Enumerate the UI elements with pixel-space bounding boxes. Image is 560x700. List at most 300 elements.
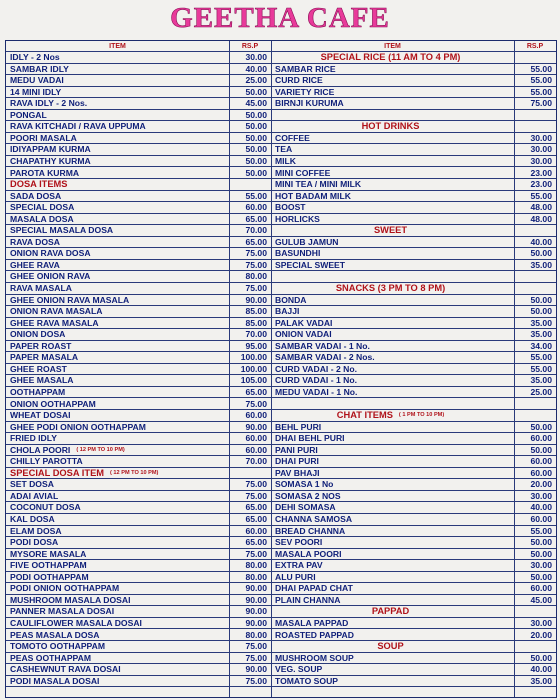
menu-item-row bbox=[6, 572, 271, 584]
item-text: DHAI BEHL PURI bbox=[275, 433, 345, 444]
item-name bbox=[275, 237, 339, 248]
menu-item-row bbox=[271, 329, 556, 341]
item-name bbox=[275, 491, 341, 502]
section-title bbox=[271, 283, 510, 294]
item-text: PODI OOTHAPPAM bbox=[10, 571, 89, 582]
item-name bbox=[10, 202, 74, 213]
item-text: MASALA PAPPAD bbox=[275, 617, 349, 628]
item-price: 50.00 bbox=[245, 86, 267, 97]
item-text: SAMBAR IDLY bbox=[10, 63, 69, 74]
item-text: CURD VADAI - 2 No. bbox=[275, 363, 357, 374]
item-text: RAVA MASALA bbox=[10, 283, 72, 293]
item-name bbox=[275, 248, 320, 259]
item-name bbox=[275, 214, 320, 225]
item-text: CURD VADAI - 1 No. bbox=[275, 375, 357, 386]
item-text: PALAK VADAI bbox=[275, 317, 333, 328]
item-text: CHAPATHY KURMA bbox=[10, 155, 91, 166]
item-text: POORI MASALA bbox=[10, 132, 77, 143]
item-price: 34.00 bbox=[530, 340, 552, 351]
item-name bbox=[275, 202, 306, 213]
item-price: 60.00 bbox=[530, 456, 552, 467]
item-price: 50.00 bbox=[530, 548, 552, 559]
item-name bbox=[10, 121, 146, 132]
section-title bbox=[271, 641, 510, 652]
item-name bbox=[10, 98, 87, 109]
item-name bbox=[10, 133, 77, 144]
menu-item-row bbox=[6, 433, 271, 445]
item-price: 90.00 bbox=[245, 606, 267, 617]
menu-item-row bbox=[271, 156, 556, 168]
section-title bbox=[271, 410, 510, 421]
item-text: MUSHROOM MASALA DOSAI bbox=[10, 594, 131, 605]
item-text: ADAI AVIAL bbox=[10, 490, 59, 501]
item-name bbox=[275, 329, 332, 340]
item-name bbox=[275, 549, 342, 560]
menu-item-row bbox=[6, 248, 271, 260]
item-price: 50.00 bbox=[530, 537, 552, 548]
item-name bbox=[10, 653, 91, 664]
item-name bbox=[10, 491, 58, 502]
item-name bbox=[275, 422, 321, 433]
item-name bbox=[10, 595, 130, 606]
item-price: 23.00 bbox=[530, 179, 552, 190]
item-price: 70.00 bbox=[245, 329, 267, 340]
item-price: 105.00 bbox=[240, 375, 267, 386]
menu-item-row bbox=[271, 306, 556, 318]
item-text: MUSHROOM SOUP bbox=[275, 652, 354, 663]
item-name bbox=[10, 283, 72, 294]
menu-item-row bbox=[271, 491, 556, 503]
item-name bbox=[275, 583, 353, 594]
item-price: 40.00 bbox=[245, 63, 267, 74]
item-text: MASALA DOSA bbox=[10, 213, 74, 224]
section-heading bbox=[271, 283, 556, 295]
item-text: MINI TEA / MINI MILK bbox=[275, 179, 362, 190]
menu-item-row bbox=[271, 179, 556, 191]
menu-item-row bbox=[6, 98, 271, 110]
item-price: 60.00 bbox=[245, 444, 267, 455]
item-text: 14 MINI IDLY bbox=[10, 86, 62, 97]
menu-item-row bbox=[271, 676, 556, 688]
item-text: SPECIAL MASALA DOSA bbox=[10, 225, 114, 236]
item-name bbox=[10, 329, 65, 340]
item-name bbox=[10, 75, 64, 86]
item-price: 50.00 bbox=[530, 444, 552, 455]
section-title bbox=[271, 225, 510, 236]
item-price: 55.00 bbox=[530, 352, 552, 363]
item-text: MASALA POORI bbox=[275, 548, 342, 559]
item-name bbox=[10, 572, 89, 583]
menu-item-row bbox=[271, 526, 556, 538]
item-name bbox=[10, 375, 74, 386]
item-text: SPECIAL SWEET bbox=[275, 259, 346, 270]
item-text: SOMASA 1 No bbox=[275, 479, 334, 490]
item-price: 85.00 bbox=[245, 317, 267, 328]
item-text: CHANNA SAMOSA bbox=[275, 514, 353, 524]
item-name bbox=[10, 225, 113, 236]
menu-item-row bbox=[6, 364, 271, 376]
item-text: ONION RAVA DOSA bbox=[10, 248, 91, 259]
menu-item-row bbox=[6, 491, 271, 503]
item-price: 65.00 bbox=[245, 386, 267, 397]
item-price: 35.00 bbox=[530, 375, 552, 386]
item-price: 35.00 bbox=[530, 259, 552, 270]
menu-item-row bbox=[271, 653, 556, 665]
item-text: TOMOTO OOTHAPPAM bbox=[10, 641, 106, 652]
item-price: 30.00 bbox=[530, 560, 552, 571]
menu-item-row bbox=[6, 75, 271, 87]
item-text: SEV POORI bbox=[275, 537, 323, 548]
item-text: GHEE RAVA bbox=[10, 259, 60, 270]
item-text: SPECIAL DOSA ITEM bbox=[10, 467, 105, 478]
item-price: 30.00 bbox=[530, 132, 552, 143]
item-text: CURD RICE bbox=[275, 75, 323, 86]
item-price: 55.00 bbox=[530, 363, 552, 374]
item-text: KAL DOSA bbox=[10, 514, 55, 524]
item-name bbox=[275, 676, 338, 687]
item-name bbox=[10, 144, 91, 155]
menu-item-row bbox=[6, 422, 271, 434]
menu-item-row bbox=[6, 676, 271, 688]
item-text: HOT DRINKS bbox=[361, 121, 420, 132]
menu-item-row bbox=[6, 664, 271, 676]
item-name bbox=[275, 433, 345, 444]
item-text: PODI MASALA DOSAI bbox=[10, 675, 100, 686]
item-name bbox=[10, 583, 119, 594]
item-name bbox=[10, 560, 87, 571]
item-price: 40.00 bbox=[530, 236, 552, 247]
item-name bbox=[275, 191, 351, 202]
item-name bbox=[275, 179, 361, 190]
item-text: SPECIAL DOSA bbox=[10, 202, 75, 213]
item-price: 75.00 bbox=[245, 548, 267, 559]
section-title bbox=[10, 179, 68, 190]
item-name bbox=[10, 676, 99, 687]
item-name bbox=[10, 237, 60, 248]
item-text: MEDU VADAI bbox=[10, 75, 64, 86]
item-price: 40.00 bbox=[530, 664, 552, 675]
menu-item-row bbox=[271, 479, 556, 491]
item-text: DOSA ITEMS bbox=[10, 179, 68, 190]
menu-item-row bbox=[6, 549, 271, 561]
item-price: 45.00 bbox=[245, 98, 267, 109]
item-text: SOUP bbox=[377, 641, 404, 652]
item-text: PONGAL bbox=[10, 109, 47, 120]
right-price-header: RS.P bbox=[514, 41, 556, 52]
menu-item-row bbox=[6, 537, 271, 549]
item-text: HORLICKS bbox=[275, 213, 320, 224]
item-text: COFFEE bbox=[275, 132, 310, 143]
item-text: IDLY - 2 Nos bbox=[10, 52, 60, 62]
item-name bbox=[10, 364, 67, 375]
item-text: BASUNDHI bbox=[275, 248, 321, 259]
item-price: 50.00 bbox=[530, 421, 552, 432]
item-text: ONION OOTHAPPAM bbox=[10, 398, 96, 409]
item-text: EXTRA PAV bbox=[275, 560, 323, 571]
item-price: 80.00 bbox=[245, 560, 267, 571]
menu-item-row bbox=[271, 248, 556, 260]
menu-item-row bbox=[6, 156, 271, 168]
menu-item-row bbox=[271, 260, 556, 272]
menu-item-row bbox=[6, 630, 271, 642]
menu-item-row bbox=[6, 641, 271, 653]
item-name bbox=[275, 502, 336, 513]
menu-item-row bbox=[271, 271, 556, 283]
item-name bbox=[10, 341, 71, 352]
section-heading bbox=[271, 641, 556, 653]
item-name bbox=[275, 144, 292, 155]
right-item-header: ITEM bbox=[271, 41, 514, 52]
menu-item-row bbox=[6, 295, 271, 307]
item-price: 35.00 bbox=[530, 675, 552, 686]
item-text: VEG. SOUP bbox=[275, 664, 323, 675]
time-note: ( 1 PM TO 10 PM) bbox=[398, 412, 445, 419]
item-text: PAROTA KURMA bbox=[10, 167, 80, 178]
item-text: PEAS OOTHAPPAM bbox=[10, 652, 92, 663]
item-name bbox=[10, 110, 47, 121]
item-name bbox=[10, 606, 114, 617]
item-text: SADA DOSA bbox=[10, 190, 62, 201]
item-text: CHILLY PAROTTA bbox=[10, 456, 83, 467]
menu-item-row bbox=[271, 341, 556, 353]
menu-item-row bbox=[271, 352, 556, 364]
item-price: 100.00 bbox=[240, 352, 267, 363]
item-price: 90.00 bbox=[245, 617, 267, 628]
menu-item-row bbox=[6, 225, 271, 237]
item-price: 90.00 bbox=[245, 421, 267, 432]
menu-item-row bbox=[271, 595, 556, 607]
item-text: TOMATO SOUP bbox=[275, 675, 339, 686]
item-price: 60.00 bbox=[245, 525, 267, 536]
left-price-header: RS.P bbox=[229, 41, 271, 52]
item-price: 23.00 bbox=[530, 167, 552, 178]
menu-item-row bbox=[6, 271, 271, 283]
item-price: 45.00 bbox=[530, 594, 552, 605]
item-text: WHEAT DOSAI bbox=[10, 410, 71, 421]
menu-item-row bbox=[271, 572, 556, 584]
menu-item-row bbox=[6, 387, 271, 399]
item-price: 65.00 bbox=[245, 502, 267, 513]
item-price: 25.00 bbox=[530, 386, 552, 397]
menu-item-row bbox=[6, 618, 271, 630]
item-name bbox=[275, 87, 334, 98]
item-name bbox=[10, 526, 62, 537]
item-name bbox=[275, 168, 330, 179]
menu-item-row bbox=[271, 64, 556, 76]
item-text: TEA bbox=[275, 144, 293, 155]
item-name bbox=[10, 295, 129, 306]
menu-item-row bbox=[6, 456, 271, 468]
menu-item-row bbox=[6, 502, 271, 514]
item-price: 30.00 bbox=[530, 155, 552, 166]
item-name bbox=[275, 75, 323, 86]
menu-item-row bbox=[271, 202, 556, 214]
menu-item-row bbox=[271, 144, 556, 156]
item-name bbox=[10, 318, 99, 329]
item-text: RAVA DOSA bbox=[10, 236, 60, 247]
item-text: GHEE RAVA MASALA bbox=[10, 317, 99, 328]
item-price: 100.00 bbox=[240, 363, 267, 374]
item-price: 75.00 bbox=[245, 259, 267, 270]
item-text: PLAIN CHANNA bbox=[275, 594, 341, 605]
item-text: GHEE PODI ONION OOTHAPPAM bbox=[10, 421, 146, 432]
item-text: ELAM DOSA bbox=[10, 525, 62, 536]
item-price: 90.00 bbox=[245, 583, 267, 594]
item-name bbox=[275, 156, 296, 167]
menu-item-row bbox=[6, 191, 271, 203]
item-text: FRIED IDLY bbox=[10, 433, 57, 444]
section-heading bbox=[271, 121, 556, 133]
item-price: 75.00 bbox=[245, 490, 267, 501]
item-price: 48.00 bbox=[530, 202, 552, 213]
menu-item-row bbox=[6, 52, 271, 64]
item-price: 80.00 bbox=[245, 629, 267, 640]
item-price: 55.00 bbox=[530, 63, 552, 74]
item-price: 60.00 bbox=[530, 433, 552, 444]
item-name bbox=[10, 214, 74, 225]
menu-item-row bbox=[6, 168, 271, 180]
item-price: 55.00 bbox=[530, 525, 552, 536]
item-text: MEDU VADAI - 1 No. bbox=[275, 386, 358, 397]
item-name bbox=[275, 318, 332, 329]
item-text: PANI PURI bbox=[275, 444, 318, 455]
menu-item-row bbox=[271, 445, 556, 457]
time-note: ( 12 PM TO 10 PM) bbox=[110, 469, 159, 476]
item-name bbox=[10, 549, 86, 560]
item-name bbox=[10, 514, 55, 525]
item-price: 48.00 bbox=[530, 213, 552, 224]
left-item-header: ITEM bbox=[6, 41, 229, 52]
item-name bbox=[275, 468, 320, 479]
item-name bbox=[275, 595, 340, 606]
menu-item-row bbox=[271, 422, 556, 434]
menu-item-row bbox=[271, 537, 556, 549]
menu-item-row bbox=[271, 87, 556, 99]
item-text: GHEE MASALA bbox=[10, 375, 74, 386]
item-price: 20.00 bbox=[530, 479, 552, 490]
item-name bbox=[10, 248, 91, 259]
item-text: HOT BADAM MILK bbox=[275, 190, 351, 201]
item-price: 75.00 bbox=[245, 283, 267, 293]
item-price: 90.00 bbox=[245, 664, 267, 675]
item-text: RAVA IDLY - 2 Nos. bbox=[10, 98, 88, 109]
item-name bbox=[275, 445, 318, 456]
item-name bbox=[275, 341, 370, 352]
item-text: ONION VADAI bbox=[275, 329, 332, 340]
item-text: ALU PURI bbox=[275, 571, 316, 582]
menu-item-row bbox=[6, 64, 271, 76]
item-text: IDIYAPPAM KURMA bbox=[10, 144, 91, 155]
menu-item-row bbox=[271, 214, 556, 226]
item-price: 60.00 bbox=[245, 410, 267, 421]
menu-item-row bbox=[271, 618, 556, 630]
menu-item-row bbox=[6, 306, 271, 318]
item-price: 70.00 bbox=[245, 225, 267, 236]
item-price: 40.00 bbox=[530, 502, 552, 513]
menu-item-row bbox=[6, 237, 271, 249]
menu-item-row bbox=[6, 560, 271, 572]
item-name bbox=[275, 526, 345, 537]
item-text: GHEE ROAST bbox=[10, 363, 67, 374]
item-text: CAULIFLOWER MASALA DOSAI bbox=[10, 617, 142, 628]
menu-item-row bbox=[271, 399, 556, 411]
item-price: 65.00 bbox=[245, 236, 267, 247]
section-title bbox=[271, 52, 510, 63]
item-text: VARIETY RICE bbox=[275, 86, 335, 97]
item-price: 25.00 bbox=[245, 75, 267, 86]
item-price: 65.00 bbox=[245, 537, 267, 548]
menu-item-row bbox=[6, 514, 271, 526]
item-name bbox=[10, 456, 83, 467]
item-text: COCONUT DOSA bbox=[10, 502, 81, 513]
item-name bbox=[10, 618, 142, 629]
item-text: PAPER ROAST bbox=[10, 340, 72, 351]
item-name bbox=[10, 52, 60, 63]
menu-item-row bbox=[271, 295, 556, 307]
item-text: ONION DOSA bbox=[10, 329, 66, 340]
item-name bbox=[10, 630, 99, 641]
item-price: 30.00 bbox=[530, 144, 552, 155]
item-text: MINI COFFEE bbox=[275, 167, 331, 178]
item-name bbox=[10, 271, 90, 282]
item-name bbox=[10, 664, 121, 675]
menu-item-row bbox=[271, 560, 556, 572]
item-text: PEAS MASALA DOSA bbox=[10, 629, 100, 640]
menu-item-row bbox=[6, 653, 271, 665]
item-price: 75.00 bbox=[245, 479, 267, 490]
item-text: CHOLA POORI bbox=[10, 444, 71, 455]
menu-board bbox=[5, 40, 557, 698]
item-price: 60.00 bbox=[530, 467, 552, 478]
item-name bbox=[10, 168, 79, 179]
section-title bbox=[271, 121, 510, 132]
item-name bbox=[10, 306, 102, 317]
menu-item-row bbox=[271, 318, 556, 330]
item-name bbox=[275, 572, 316, 583]
item-name bbox=[275, 352, 375, 363]
section-title bbox=[10, 468, 158, 479]
item-name bbox=[10, 422, 146, 433]
item-text: DEHI SOMASA bbox=[275, 502, 336, 513]
item-price: 75.00 bbox=[245, 641, 267, 652]
menu-item-row bbox=[6, 375, 271, 387]
item-text: GHEE ONION RAVA bbox=[10, 271, 91, 282]
menu-item-row bbox=[6, 341, 271, 353]
menu-item-row bbox=[6, 329, 271, 341]
item-text: RAVA KITCHADI / RAVA UPPUMA bbox=[10, 121, 146, 132]
item-price: 50.00 bbox=[530, 248, 552, 259]
item-price: 50.00 bbox=[530, 306, 552, 317]
item-price: 90.00 bbox=[245, 294, 267, 305]
menu-item-row bbox=[271, 664, 556, 676]
item-price: 35.00 bbox=[530, 329, 552, 340]
item-text: ONION RAVA MASALA bbox=[10, 306, 103, 317]
menu-item-row bbox=[271, 75, 556, 87]
item-name bbox=[275, 630, 354, 641]
item-name bbox=[10, 64, 69, 75]
item-price: 60.00 bbox=[530, 583, 552, 594]
item-name bbox=[10, 191, 61, 202]
menu-item-row bbox=[271, 387, 556, 399]
item-text: PAV BHAJI bbox=[275, 467, 320, 478]
item-text: SET DOSA bbox=[10, 479, 54, 490]
item-name bbox=[10, 445, 125, 456]
menu-item-row bbox=[6, 202, 271, 214]
menu-item-row bbox=[271, 168, 556, 180]
menu-item-row bbox=[271, 502, 556, 514]
item-name bbox=[10, 156, 91, 167]
menu-item-row bbox=[6, 144, 271, 156]
